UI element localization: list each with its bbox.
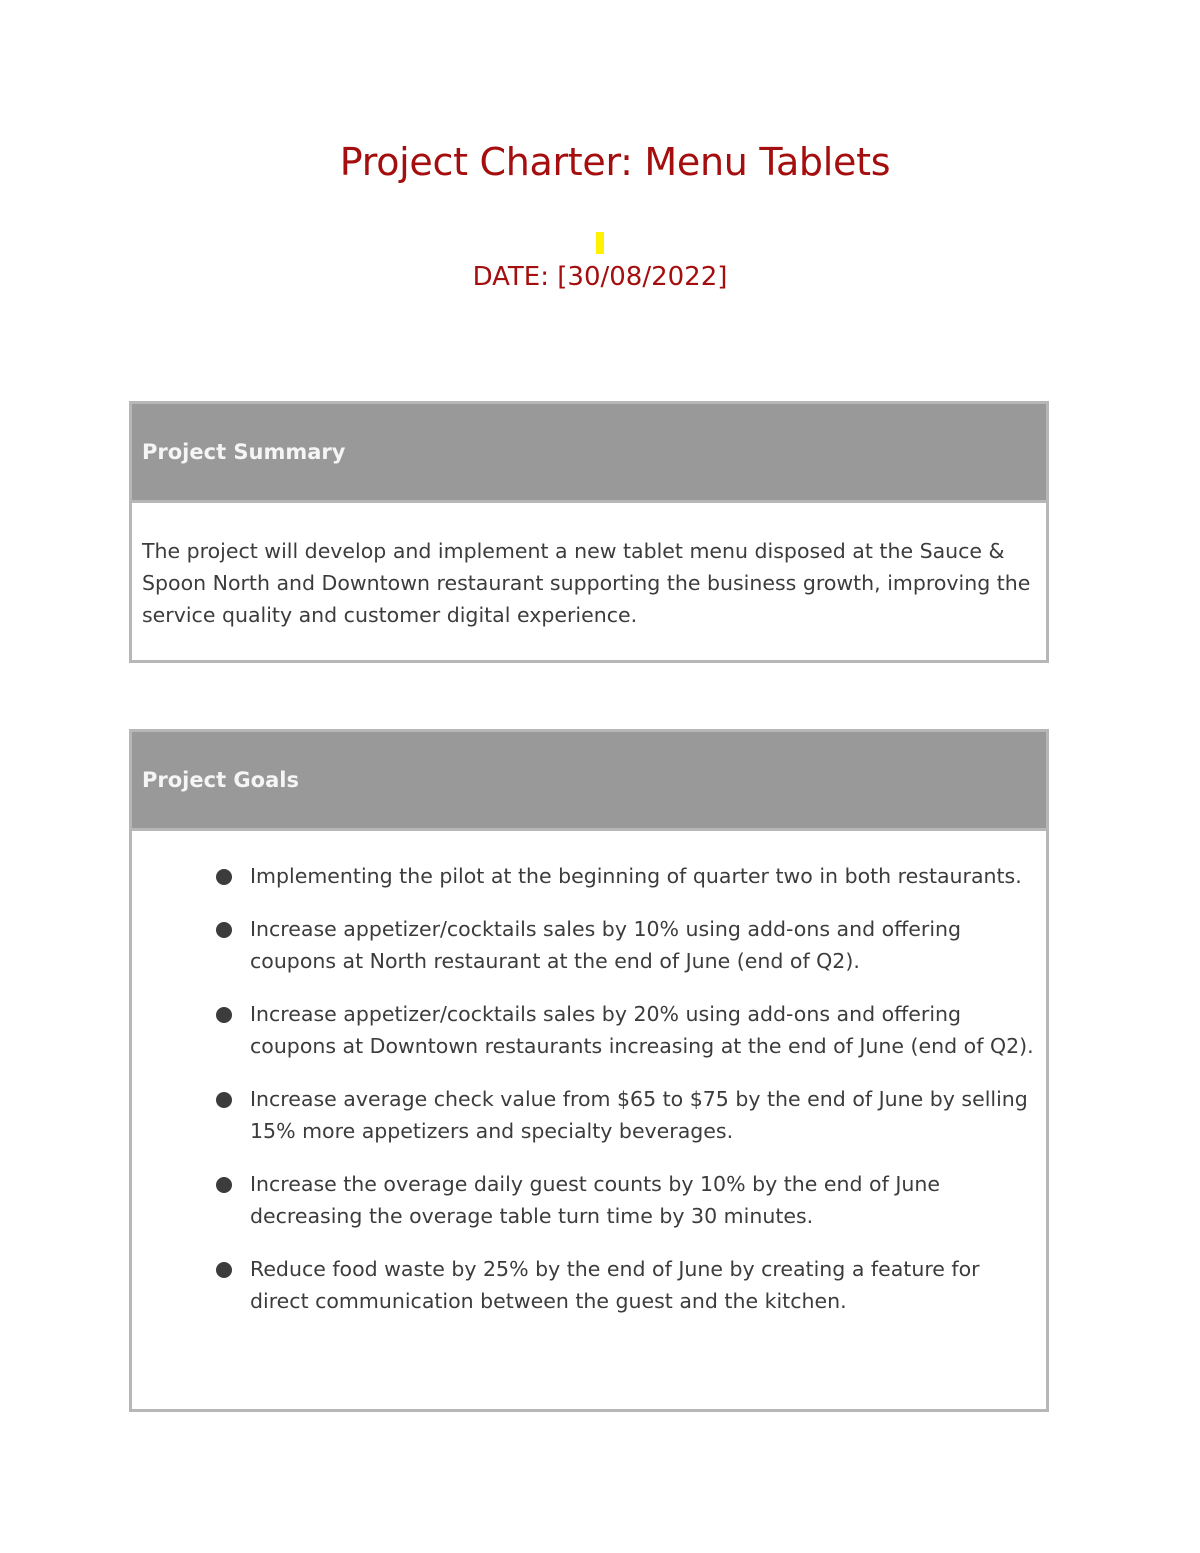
bullet-icon xyxy=(216,1007,232,1023)
document-title: Project Charter: Menu Tablets xyxy=(339,140,891,184)
project-goals-panel xyxy=(129,729,1049,1412)
goal-text: Reduce food waste by 25% by the end of June by creating a feature for direct communication between the guest and the kitchen. xyxy=(250,1257,980,1313)
project-summary-text: The project will develop and implement a new tablet menu disposed at the Sauce & Spoon North and Downtown restaurant supporting the business growth, improving the service quality and customer digital experience. xyxy=(142,539,1031,627)
document-date: DATE: [30/08/2022] xyxy=(472,262,728,292)
bullet-icon xyxy=(216,1092,232,1108)
project-summary-header xyxy=(132,404,1046,503)
project-goals-heading: Project Goals xyxy=(142,768,299,792)
project-summary-panel xyxy=(129,401,1049,663)
bullet-icon xyxy=(216,1177,232,1193)
goal-item xyxy=(132,860,1046,892)
goal-text: Increase appetizer/cocktails sales by 20% using add-ons and offering coupons at Downtown restaurants increasing at the end of June (end of Q2). xyxy=(250,1002,1034,1058)
goal-item xyxy=(132,1253,1046,1317)
goal-text: Increase the overage daily guest counts by 10% by the end of June decreasing the overage table turn time by 30 minutes. xyxy=(250,1172,940,1228)
goal-item xyxy=(132,1083,1046,1147)
goal-item xyxy=(132,1168,1046,1232)
goal-text: Increase average check value from $65 to $75 by the end of June by selling 15% more appetizers and specialty beverages. xyxy=(250,1087,1028,1143)
goal-item xyxy=(132,913,1046,977)
goals-list xyxy=(132,860,1046,1338)
project-goals-header xyxy=(132,732,1046,831)
goal-text: Implementing the pilot at the beginning of quarter two in both restaurants. xyxy=(250,864,1022,888)
bullet-icon xyxy=(216,922,232,938)
project-summary-heading: Project Summary xyxy=(142,440,346,464)
bullet-icon xyxy=(216,869,232,885)
highlight-marker xyxy=(596,232,604,254)
goal-text: Increase appetizer/cocktails sales by 10% using add-ons and offering coupons at North restaurant at the end of June (end of Q2). xyxy=(250,917,962,973)
bullet-icon xyxy=(216,1262,232,1278)
goal-item xyxy=(132,998,1046,1062)
